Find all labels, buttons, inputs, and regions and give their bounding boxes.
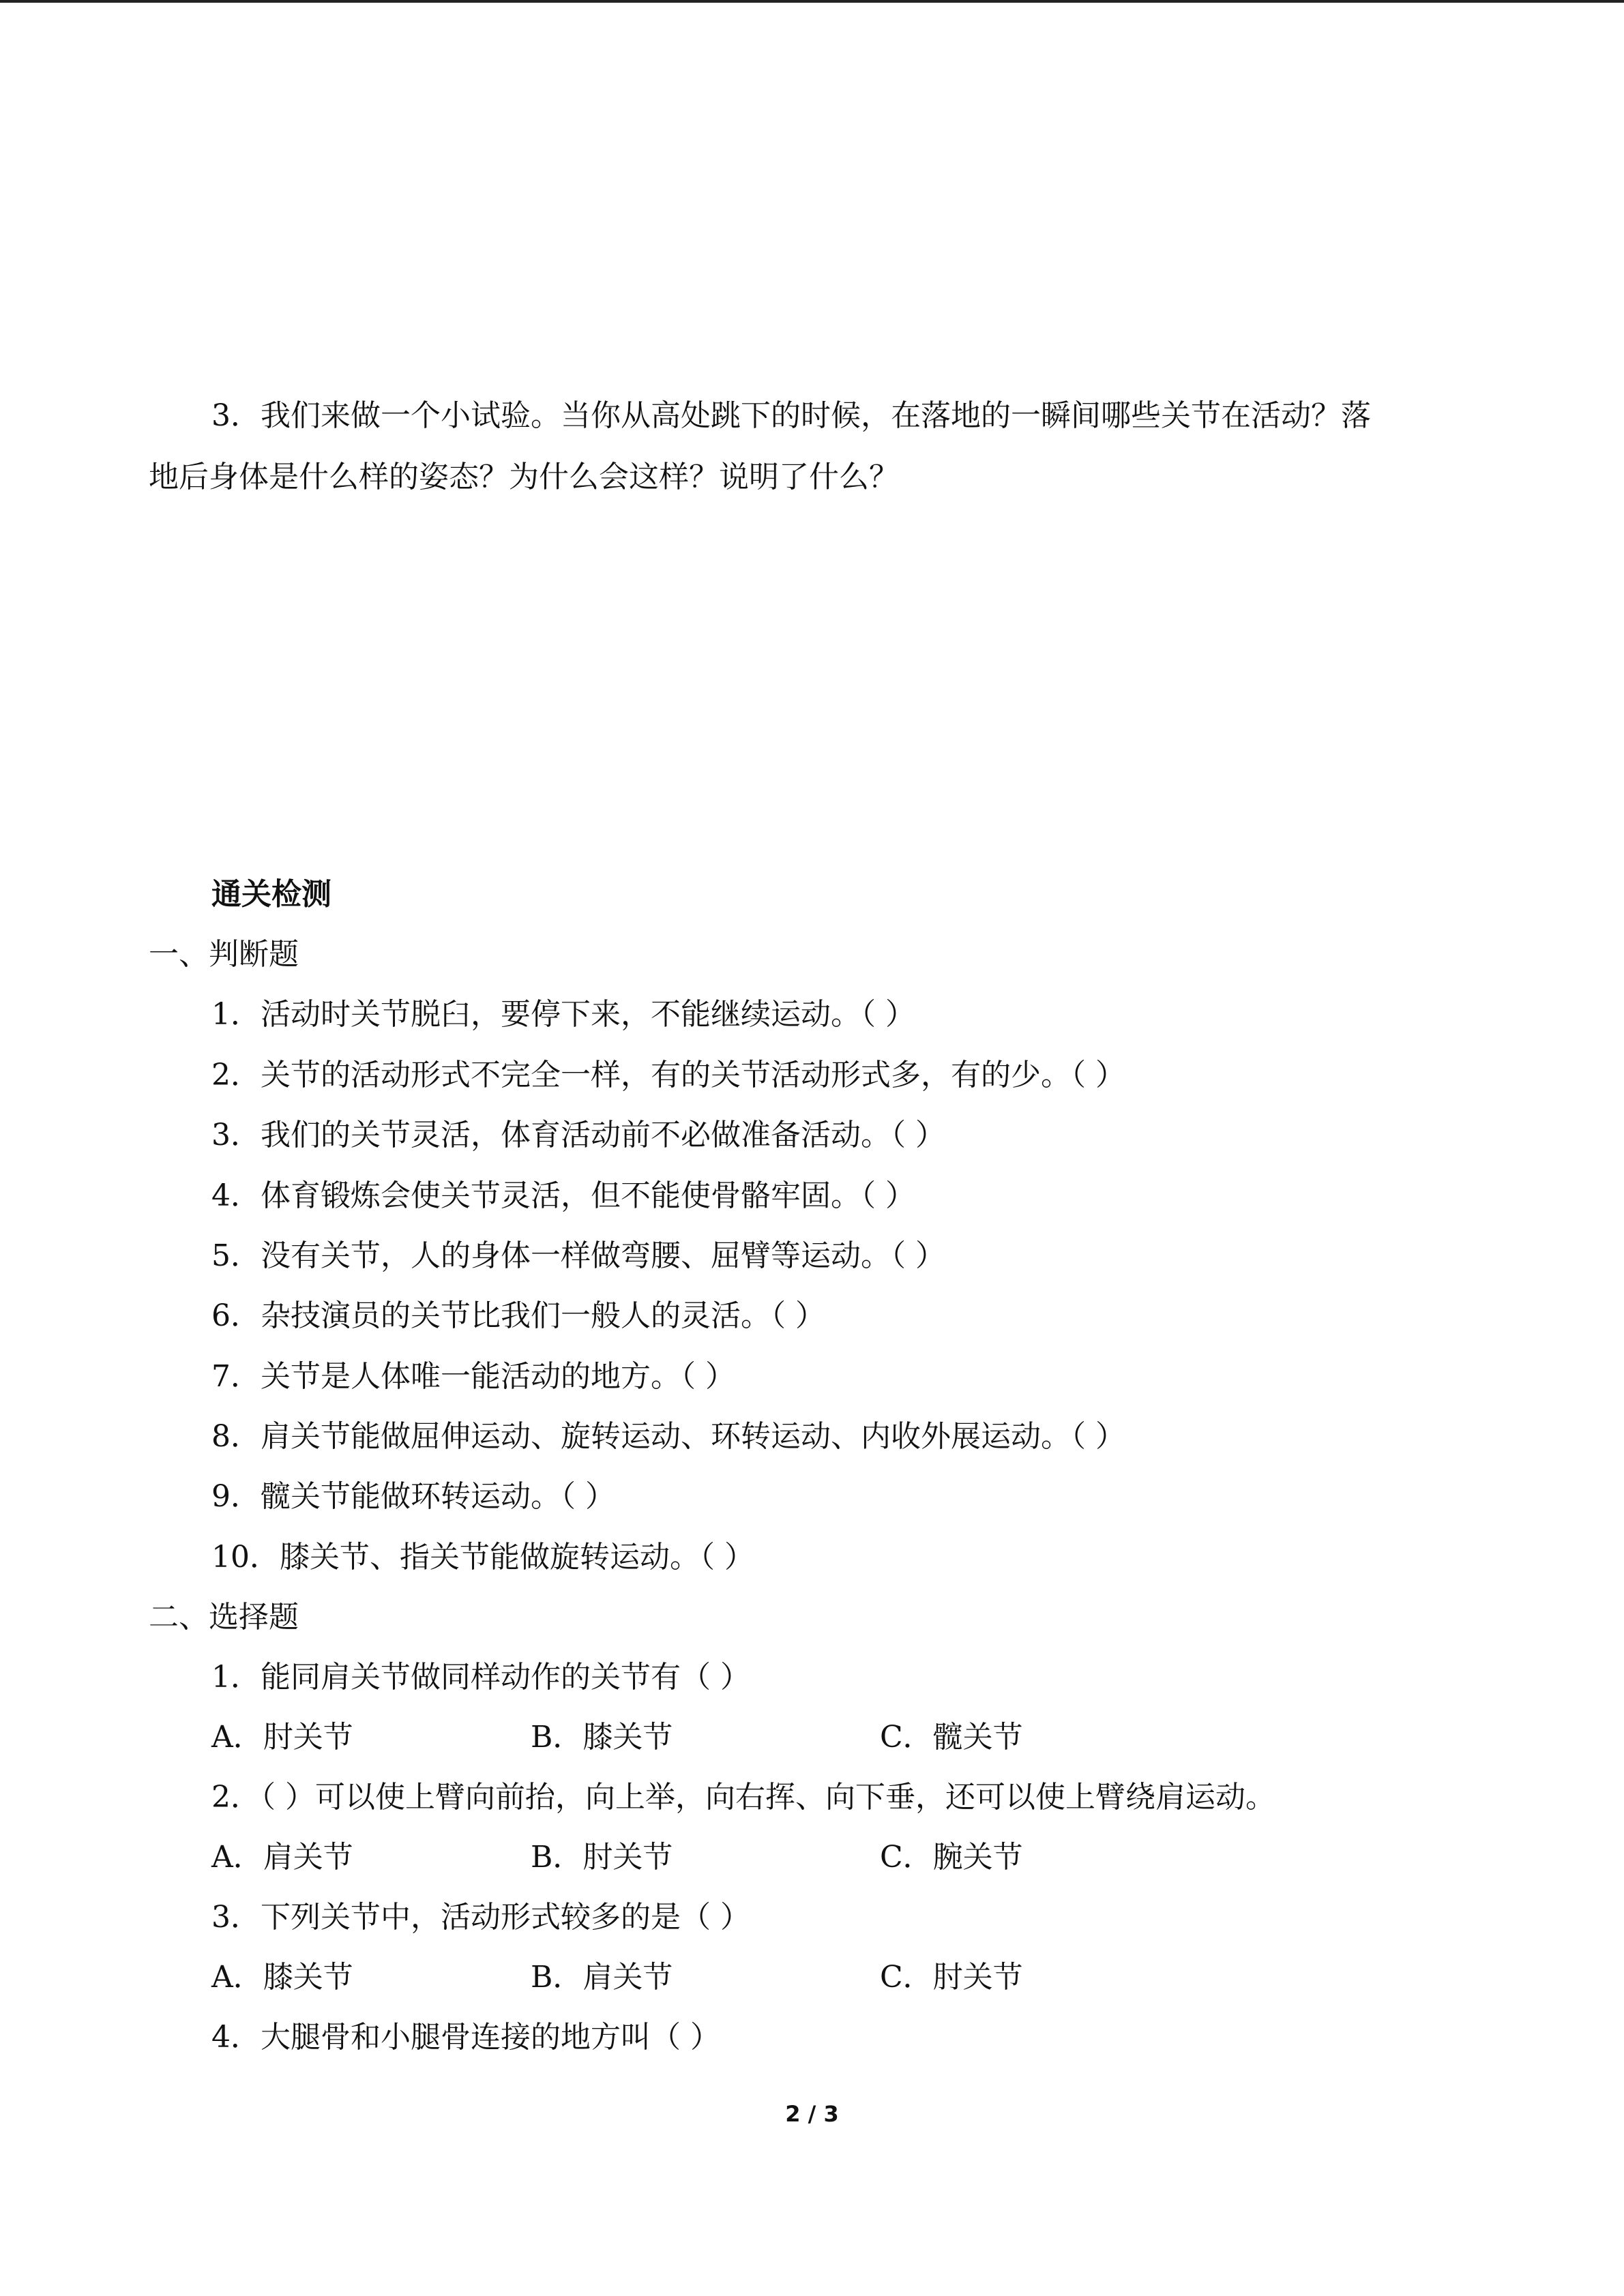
judgement-item: 4．体育锻炼会使关节灵活，但不能使骨骼牢固。（ ）	[211, 1178, 915, 1213]
top-border	[0, 0, 1624, 3]
choice-option: B．肩关节	[531, 1960, 673, 1995]
choice-option: A．肘关节	[211, 1720, 353, 1755]
judgement-item: 9．髋关节能做环转运动。（ ）	[211, 1479, 615, 1514]
choice-option: B．肘关节	[531, 1840, 673, 1875]
choice-question-stem: 4．大腿骨和小腿骨连接的地方叫（ ）	[211, 2020, 720, 2055]
judgement-item: 2．关节的活动形式不完全一样，有的关节活动形式多，有的少。（ ）	[211, 1058, 1125, 1092]
judgement-item: 3．我们的关节灵活，体育活动前不必做准备活动。（ ）	[211, 1118, 945, 1152]
judgement-item: 1．活动时关节脱臼，要停下来，不能继续运动。（ ）	[211, 997, 915, 1032]
choice-option: B．膝关节	[531, 1720, 673, 1755]
judgement-item: 8．肩关节能做屈伸运动、旋转运动、环转运动、内收外展运动。（ ）	[211, 1419, 1125, 1454]
judgement-item: 6．杂技演员的关节比我们一般人的灵活。（ ）	[211, 1298, 825, 1333]
choice-option: C．腕关节	[880, 1840, 1023, 1875]
judgement-heading: 一、判断题	[149, 937, 299, 972]
choice-option: A．膝关节	[211, 1960, 353, 1995]
choice-option: C．肘关节	[880, 1960, 1023, 1995]
choice-question-stem: 2．（ ）可以使上臂向前抬，向上举，向右挥、向下垂，还可以使上臂绕肩运动。	[211, 1780, 1275, 1815]
choice-heading: 二、选择题	[149, 1600, 299, 1635]
question-3-line-1: 3．我们来做一个小试验。当你从高处跳下的时候，在落地的一瞬间哪些关节在活动？落	[211, 398, 1371, 433]
choice-question-stem: 1．能同肩关节做同样动作的关节有（ ）	[211, 1660, 750, 1695]
page-number: 2 / 3	[785, 2101, 839, 2127]
question-3-line-2: 地后身体是什么样的姿态？为什么会这样？说明了什么？	[149, 460, 899, 494]
section-title: 通关检测	[211, 877, 331, 912]
choice-option: C．髋关节	[880, 1720, 1023, 1755]
judgement-item: 5．没有关节，人的身体一样做弯腰、屈臂等运动。（ ）	[211, 1238, 945, 1273]
judgement-item: 7．关节是人体唯一能活动的地方。（ ）	[211, 1359, 735, 1394]
choice-option: A．肩关节	[211, 1840, 353, 1875]
judgement-item: 10．膝关节、指关节能做旋转运动。（ ）	[211, 1540, 754, 1575]
choice-question-stem: 3．下列关节中，活动形式较多的是（ ）	[211, 1900, 750, 1935]
